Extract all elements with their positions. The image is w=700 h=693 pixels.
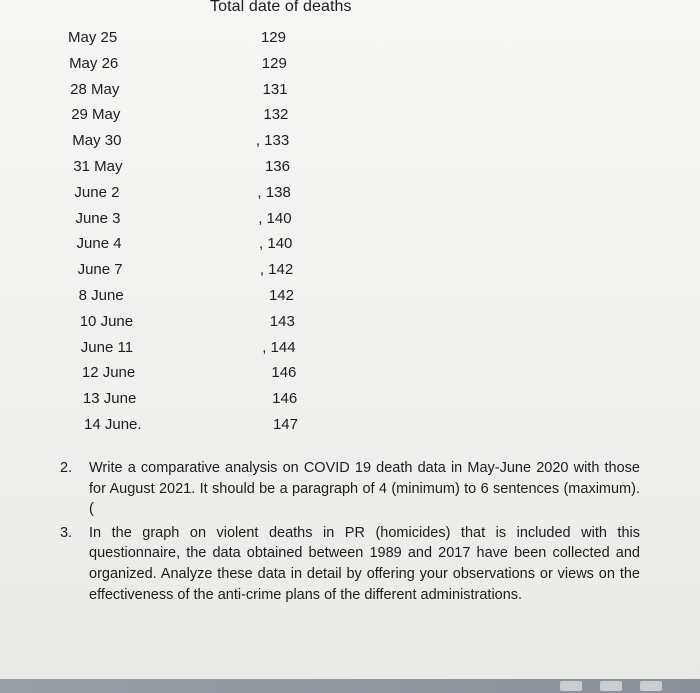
row-value: , 140 [258, 209, 292, 227]
table-row [0, 80, 400, 100]
toolbar-tab-icon[interactable] [600, 681, 622, 691]
row-value: 142 [268, 287, 294, 304]
row-value: , 144 [262, 338, 296, 356]
row-value: , 133 [255, 132, 290, 150]
row-date: 10 June [79, 312, 134, 330]
toolbar-tab-icon[interactable] [560, 681, 582, 691]
table-row [0, 389, 400, 409]
row-value: 129 [260, 29, 286, 46]
row-value: , 138 [257, 183, 291, 201]
row-date: June 7 [77, 261, 123, 279]
table-row [0, 312, 400, 332]
table-row [0, 28, 400, 48]
row-date: 13 June [82, 390, 137, 408]
table-row [0, 105, 400, 125]
table-row [0, 338, 400, 358]
row-date: 8 June [78, 287, 124, 304]
question-text: Write a comparative analysis on COVID 19 death data in May-June 2020 with those for August 2021. It should be a paragraph of 4 (minimum) to 6 sentences (maximum). ( [89, 460, 640, 518]
table-row [0, 415, 400, 435]
question-text: In the graph on violent deaths in PR (homicides) that is included with this questionnaire, the data obtained between 1989 and 2017 have been collected and organized. Analyze these data in detail by offering your observations or views on the effectiveness of the anti-crime plans of the different administrations. [89, 524, 640, 603]
row-date: 12 June [81, 364, 136, 382]
table-row [0, 286, 400, 306]
row-date: June 3 [75, 209, 121, 227]
row-value: 136 [264, 158, 290, 175]
row-value: 146 [272, 390, 298, 408]
table-row [0, 260, 400, 280]
row-value: , 140 [259, 235, 293, 253]
question-number: 3. [60, 524, 73, 541]
row-date: June 11 [80, 338, 134, 356]
table-row [0, 131, 400, 151]
row-date: 31 May [73, 158, 123, 175]
row-date: 29 May [71, 106, 121, 124]
table-row [0, 183, 400, 203]
row-value: 147 [272, 416, 298, 433]
table-row [0, 157, 400, 177]
table-row [0, 209, 400, 229]
row-value: 143 [269, 312, 295, 330]
row-value: , 142 [259, 261, 294, 279]
row-date: May 30 [72, 132, 122, 150]
question-2 [60, 458, 640, 520]
row-date: May 26 [69, 54, 119, 72]
questions-list [60, 458, 640, 608]
row-value: 129 [261, 54, 287, 72]
table-row [0, 234, 400, 254]
row-date: June 4 [76, 235, 122, 253]
toolbar-tab-icon[interactable] [640, 681, 662, 691]
table-row [0, 363, 400, 383]
question-number: 2. [60, 460, 73, 476]
row-date: 14 June. [84, 416, 142, 433]
row-value: 132 [263, 106, 289, 124]
row-date: 28 May [70, 80, 120, 98]
row-value: 146 [271, 364, 297, 382]
row-value: 131 [262, 80, 288, 98]
row-date: June 2 [74, 183, 120, 201]
bottom-toolbar [0, 679, 700, 693]
table-row [0, 54, 400, 74]
table-header: Total date of deaths [210, 0, 352, 15]
question-3 [60, 523, 640, 605]
row-date: May 25 [68, 29, 118, 46]
